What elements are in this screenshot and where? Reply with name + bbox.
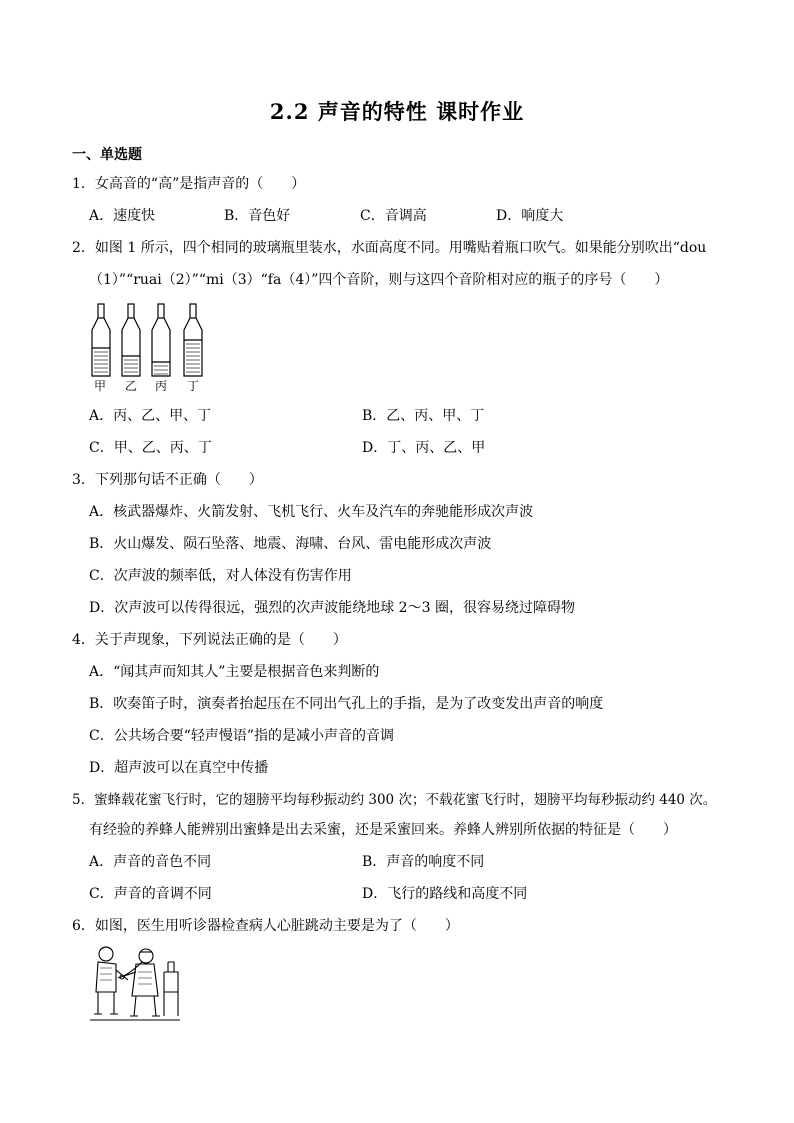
question-1-stem: 1．女高音的“高”是指声音的（ ） bbox=[72, 176, 306, 192]
bottle-label-ding: 丁 bbox=[187, 379, 200, 392]
bottle-jia bbox=[92, 304, 110, 376]
question-1-option-b: B．音色好 bbox=[224, 208, 291, 224]
question-4-stem: 4．关于声现象，下列说法正确的是（ ） bbox=[72, 632, 347, 648]
bottle-label-bing: 丙 bbox=[155, 379, 168, 392]
question-5-stem: 5．蜜蜂载花蜜飞行时，它的翅膀平均每秒振动约 300 次；不载花蜜飞行时，翅膀平均每秒振动约 440 次。 bbox=[72, 792, 717, 808]
question-2-option-b: B．乙、丙、甲、丁 bbox=[362, 408, 485, 424]
question-3-option-c: C．次声波的频率低，对人体没有伤害作用 bbox=[89, 568, 352, 584]
bottle-label-yi: 乙 bbox=[125, 379, 138, 392]
question-3-option-d: D．次声波可以传得很远，强烈的次声波能绕地球 2～3 圈，很容易绕过障碍物 bbox=[89, 600, 575, 616]
doctor-patient-illustration bbox=[88, 942, 182, 1024]
question-2-stem-line2: （1）”“ruai（2）”“mi（3）“fa（4）”四个音阶，则与这四个音阶相对应的瓶子的序号（ ） bbox=[89, 272, 669, 288]
question-1-option-a: A．速度快 bbox=[89, 208, 156, 224]
question-1-option-c: C．音调高 bbox=[360, 208, 427, 224]
bottle-yi bbox=[122, 304, 140, 376]
question-5-option-b: B．声音的响度不同 bbox=[362, 854, 485, 870]
bottle-label-jia: 甲 bbox=[94, 379, 107, 392]
question-4-option-b: B．吹奏笛子时，演奏者抬起压在不同出气孔上的手指，是为了改变发出声音的响度 bbox=[89, 696, 604, 712]
question-4-option-c: C．公共场合要“轻声慢语”指的是减小声音的音调 bbox=[89, 728, 395, 744]
question-3-option-b: B．火山爆发、陨石坠落、地震、海啸、台风、雷电能形成次声波 bbox=[89, 536, 492, 552]
question-5-option-c: C．声音的音调不同 bbox=[89, 886, 212, 902]
question-4-option-a: A．“闻其声而知其人”主要是根据音色来判断的 bbox=[89, 664, 380, 680]
question-2-option-a: A．丙、乙、甲、丁 bbox=[89, 408, 212, 424]
bottles-figure bbox=[88, 300, 218, 392]
question-2-stem: 2．如图 1 所示，四个相同的玻璃瓶里装水，水面高度不同。用嘴贴着瓶口吹气。如果能分别吹出“dou bbox=[72, 240, 707, 256]
question-5-option-d: D．飞行的路线和高度不同 bbox=[362, 886, 528, 902]
question-5-stem-line2: 有经验的养蜂人能辨别出蜜蜂是出去采蜜，还是采蜜回来。养蜂人辨别所依据的特征是（ ） bbox=[89, 822, 677, 838]
question-4-option-d: D．超声波可以在真空中传播 bbox=[89, 760, 269, 776]
question-3-option-a: A．核武器爆炸、火箭发射、飞机飞行、火车及汽车的奔驰能形成次声波 bbox=[89, 504, 534, 520]
bottle-bing bbox=[152, 304, 170, 376]
section-heading: 一、单选题 bbox=[72, 147, 142, 163]
bottle-ding bbox=[184, 304, 202, 376]
page-title: 2.2 声音的特性 课时作业 bbox=[269, 99, 525, 124]
question-2-option-c: C．甲、乙、丙、丁 bbox=[89, 440, 212, 456]
question-1-option-d: D．响度大 bbox=[496, 208, 564, 224]
question-2-option-d: D．丁、丙、乙、甲 bbox=[362, 440, 486, 456]
question-5-option-a: A．声音的音色不同 bbox=[89, 854, 212, 870]
question-3-stem: 3．下列那句话不正确（ ） bbox=[72, 472, 263, 488]
question-6-stem: 6．如图，医生用听诊器检查病人心脏跳动主要是为了（ ） bbox=[72, 918, 459, 934]
